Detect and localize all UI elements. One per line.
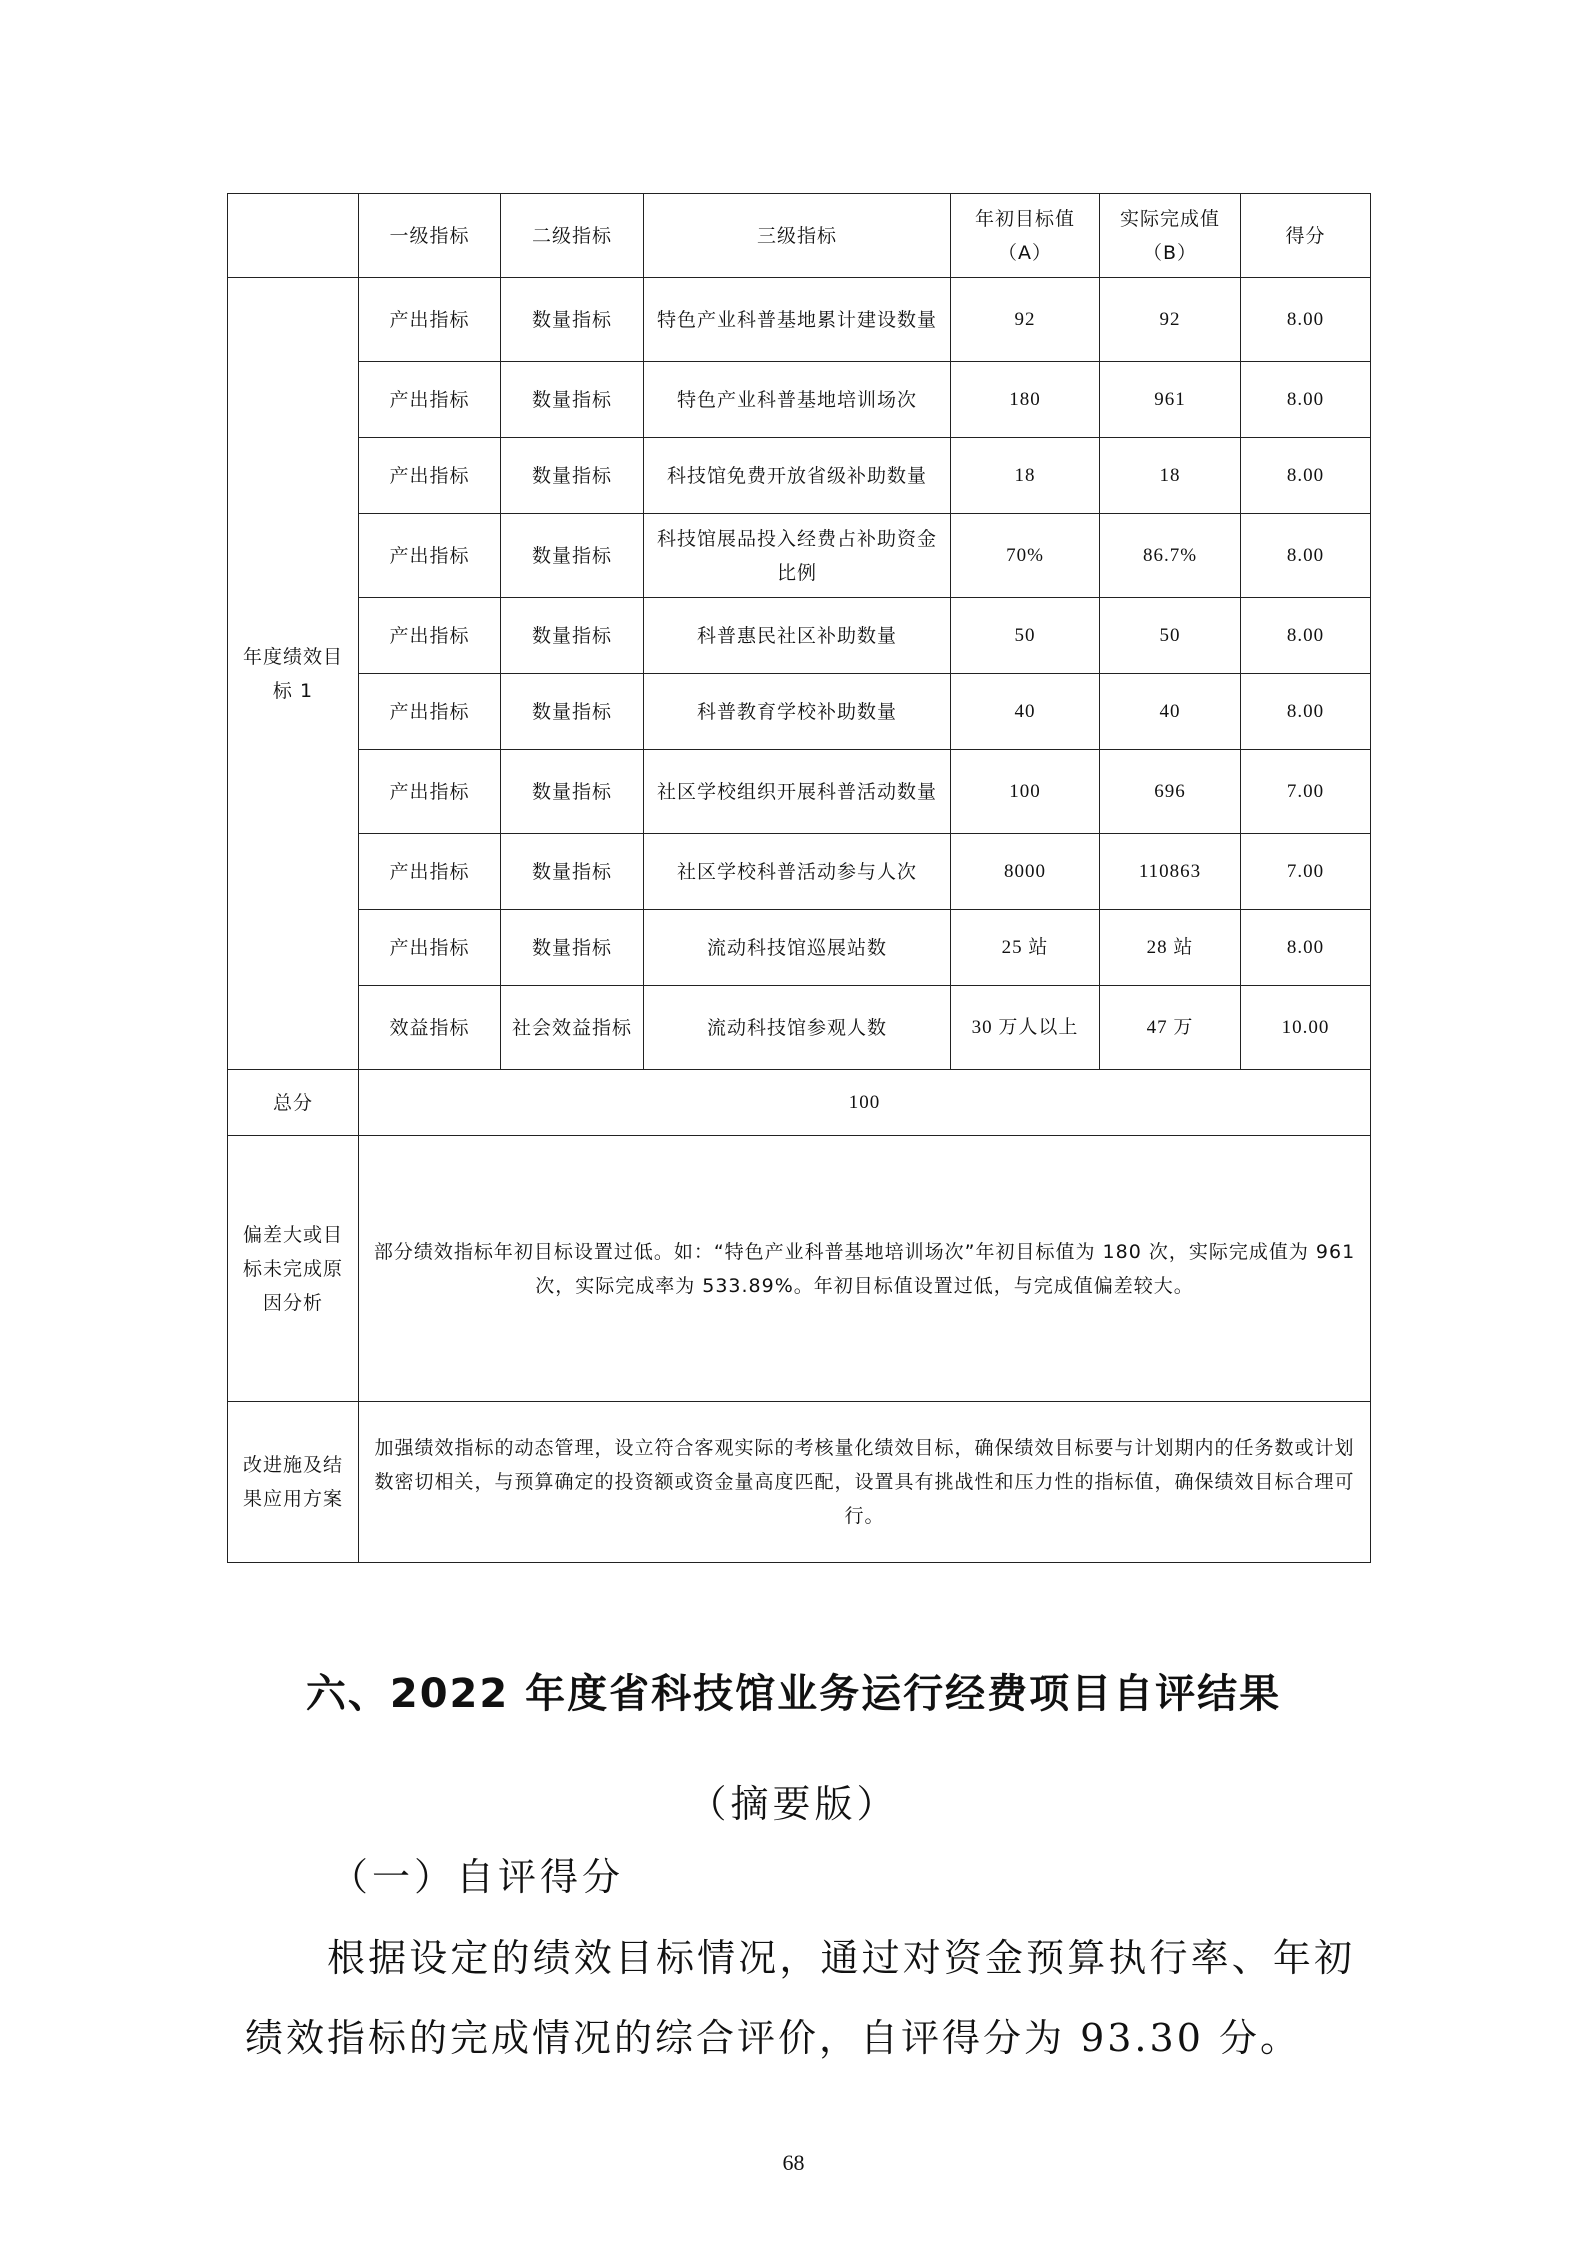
target-value-cell: 180 [951,362,1100,438]
table-row [228,834,1371,910]
level3-cell: 社区学校科普活动参与人次 [644,834,951,910]
paragraph: 根据设定的绩效目标情况，通过对资金预算执行率、年初绩效指标的完成情况的综合评价，自评得分为 93.30 分。 [245,1936,1355,2060]
target-value-cell: 30 万人以上 [951,986,1100,1070]
actual-value-cell: 961 [1100,362,1241,438]
target-value-cell: 18 [951,438,1100,514]
performance-table [227,193,1371,1563]
table-row [228,750,1371,834]
target-value-cell: 92 [951,278,1100,362]
subsection-title: （一）自评得分 [330,1855,625,1899]
total-label: 总分 [228,1070,359,1136]
table-row [228,598,1371,674]
score-cell: 10.00 [1241,986,1371,1070]
target-value-cell: 8000 [951,834,1100,910]
level3-cell: 社区学校组织开展科普活动数量 [644,750,951,834]
score-cell: 8.00 [1241,598,1371,674]
level2-cell: 数量指标 [501,910,644,986]
page-number: 68 [782,2150,805,2175]
target-value-cell: 100 [951,750,1100,834]
header-cell: 得分 [1241,194,1371,278]
target-value-cell: 25 站 [951,910,1100,986]
section-title: 六、2022 年度省科技馆业务运行经费项目自评结果 [305,1671,1282,1717]
improvement-row [228,1402,1371,1563]
level3-cell: 流动科技馆巡展站数 [644,910,951,986]
level2-cell: 数量指标 [501,598,644,674]
deviation-row [228,1136,1371,1402]
level1-cell: 产出指标 [359,514,501,598]
section-subtitle: （摘要版） [688,1782,899,1826]
table-row [228,438,1371,514]
level1-cell: 产出指标 [359,674,501,750]
deviation-label: 偏差大或目标未完成原因分析 [228,1136,359,1402]
actual-value-cell: 28 站 [1100,910,1241,986]
level3-cell: 科技馆免费开放省级补助数量 [644,438,951,514]
target-value-cell: 50 [951,598,1100,674]
actual-value-cell: 110863 [1100,834,1241,910]
header-cell: 实际完成值（B） [1100,194,1241,278]
level2-cell: 社会效益指标 [501,986,644,1070]
improvement-label: 改进施及结果应用方案 [228,1402,359,1563]
table-row [228,910,1371,986]
level1-cell: 产出指标 [359,598,501,674]
level3-cell: 流动科技馆参观人数 [644,986,951,1070]
level1-cell: 产出指标 [359,362,501,438]
total-row [228,1070,1371,1136]
actual-value-cell: 50 [1100,598,1241,674]
target-value-cell: 40 [951,674,1100,750]
header-row [228,194,1371,278]
actual-value-cell: 86.7% [1100,514,1241,598]
level1-cell: 产出指标 [359,278,501,362]
level3-cell: 科普教育学校补助数量 [644,674,951,750]
level2-cell: 数量指标 [501,674,644,750]
header-empty-cell [228,194,359,278]
header-cell: 年初目标值（A） [951,194,1100,278]
level2-cell: 数量指标 [501,750,644,834]
level3-cell: 特色产业科普基地累计建设数量 [644,278,951,362]
score-cell: 8.00 [1241,514,1371,598]
score-cell: 7.00 [1241,750,1371,834]
actual-value-cell: 40 [1100,674,1241,750]
actual-value-cell: 18 [1100,438,1241,514]
table-row [228,674,1371,750]
actual-value-cell: 92 [1100,278,1241,362]
level2-cell: 数量指标 [501,834,644,910]
improvement-text: 加强绩效指标的动态管理，设立符合客观实际的考核量化绩效目标，确保绩效目标要与计划期内的任务数或计划数密切相关，与预算确定的投资额或资金量高度匹配，设置具有挑战性和压力性的指标值，确保绩效目标合理可行。 [359,1402,1371,1563]
score-cell: 8.00 [1241,278,1371,362]
level1-cell: 产出指标 [359,750,501,834]
header-cell: 一级指标 [359,194,501,278]
target-value-cell: 70% [951,514,1100,598]
level1-cell: 产出指标 [359,834,501,910]
score-cell: 8.00 [1241,438,1371,514]
level1-cell: 效益指标 [359,986,501,1070]
deviation-text: 部分绩效指标年初目标设置过低。如：“特色产业科普基地培训场次”年初目标值为 180 次，实际完成值为 961 次，实际完成率为 533.89%。年初目标值设置过低，与完成值偏差较大。 [359,1136,1371,1402]
table-row [228,514,1371,598]
level2-cell: 数量指标 [501,278,644,362]
score-cell: 8.00 [1241,674,1371,750]
group-label: 年度绩效目标 1 [228,278,359,1070]
level3-cell: 特色产业科普基地培训场次 [644,362,951,438]
level1-cell: 产出指标 [359,438,501,514]
actual-value-cell: 696 [1100,750,1241,834]
header-cell: 三级指标 [644,194,951,278]
header-cell: 二级指标 [501,194,644,278]
table-row [228,362,1371,438]
table-row [228,278,1371,362]
level2-cell: 数量指标 [501,438,644,514]
level1-cell: 产出指标 [359,910,501,986]
total-value: 100 [359,1070,1371,1136]
level2-cell: 数量指标 [501,362,644,438]
level3-cell: 科技馆展品投入经费占补助资金比例 [644,514,951,598]
level2-cell: 数量指标 [501,514,644,598]
level3-cell: 科普惠民社区补助数量 [644,598,951,674]
actual-value-cell: 47 万 [1100,986,1241,1070]
score-cell: 8.00 [1241,910,1371,986]
score-cell: 8.00 [1241,362,1371,438]
table-row [228,986,1371,1070]
score-cell: 7.00 [1241,834,1371,910]
